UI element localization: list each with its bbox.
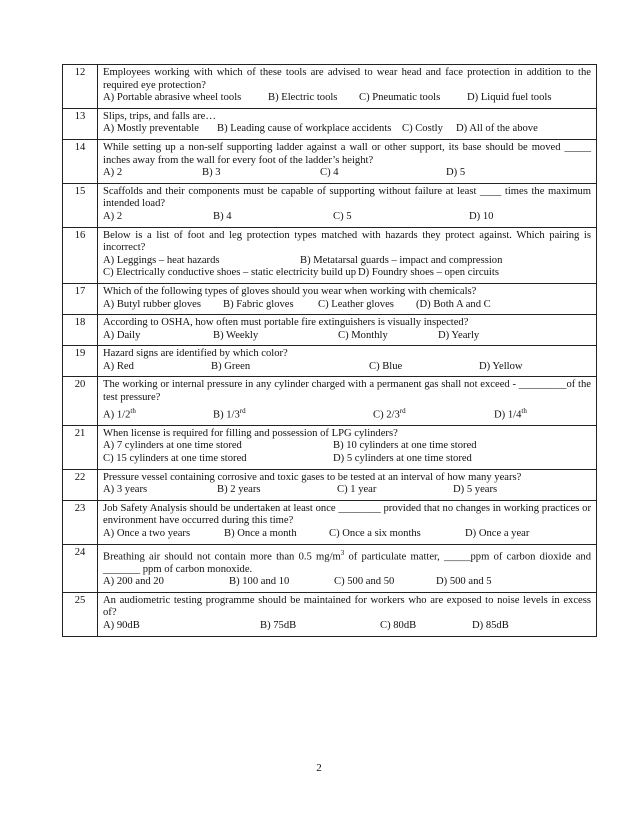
option: B) 10 cylinders at one time stored — [333, 440, 477, 452]
question-number: 24 — [63, 544, 98, 592]
question-number: 23 — [63, 500, 98, 544]
option: C) Leather gloves — [318, 298, 394, 310]
question-stem: Employees working with which of these tools are advised to wear head and face protection in addition to the required eye protection? — [103, 67, 591, 91]
option: C) Once a six months — [329, 527, 421, 539]
question-row — [63, 283, 597, 314]
stem-text: Breathing air should not contain more than 0.5 mg/m — [103, 551, 341, 563]
option — [494, 405, 527, 422]
option: C) 1 year — [337, 484, 377, 496]
option: A) Leggings – heat hazards — [103, 254, 220, 266]
option: B) Weekly — [213, 329, 259, 341]
question-number: 17 — [63, 283, 98, 314]
question-row — [63, 500, 597, 544]
stem-text: of particulate matter, _____ppm of carbon dioxide and _______ ppm of carbon monoxide. — [103, 551, 591, 575]
question-number: 14 — [63, 139, 98, 183]
option: B) Green — [211, 360, 251, 372]
question-body — [98, 592, 597, 636]
options-row — [103, 123, 591, 136]
question-row — [63, 346, 597, 377]
option: D) 10 — [469, 210, 494, 222]
options-row — [103, 211, 591, 224]
question-number: 19 — [63, 346, 98, 377]
page-number: 2 — [316, 762, 322, 774]
question-body — [98, 283, 597, 314]
question-number: 22 — [63, 469, 98, 500]
options-row — [103, 255, 591, 268]
question-stem: An audiometric testing programme should be maintained for workers who are exposed to noise levels in excess of? — [103, 594, 591, 619]
question-body — [98, 139, 597, 183]
option: D) Once a year — [465, 527, 530, 539]
option — [103, 405, 213, 422]
question-stem: Job Safety Analysis should be undertaken at least once ________ provided that no changes in working practices or environment have occurred during this time? — [103, 502, 591, 527]
option-text: B) 1/3 — [213, 409, 240, 421]
option: A) 7 cylinders at one time stored — [103, 440, 242, 452]
option: D) 5 — [446, 167, 466, 179]
option: D) 500 and 5 — [436, 576, 492, 588]
option-text: A) 1/2 — [103, 409, 131, 421]
option: A) 200 and 20 — [103, 576, 164, 588]
question-stem: Scaffolds and their components must be capable of supporting without failure at least ____ times the maximum intended load? — [103, 185, 591, 210]
options-row — [103, 267, 591, 280]
question-stem: Slips, trips, and falls are… — [103, 110, 216, 122]
question-stem: Hazard signs are identified by which color? — [103, 348, 288, 360]
option — [213, 405, 373, 422]
question-row — [63, 108, 597, 139]
options-row — [103, 405, 591, 422]
question-row — [63, 544, 597, 592]
options-row — [103, 620, 591, 633]
question-stem: When license is required for filling and possession of LPG cylinders? — [103, 427, 398, 439]
question-body — [98, 65, 597, 109]
option: D) Yearly — [438, 329, 480, 341]
question-row — [63, 227, 597, 283]
option-text: C) 2/3 — [373, 409, 400, 421]
options-row — [103, 528, 591, 541]
option: A) Once a two years — [103, 527, 191, 539]
option: D) All of the above — [456, 123, 538, 135]
option: A) Red — [103, 360, 134, 372]
option: A) Butyl rubber gloves — [103, 298, 201, 310]
options-row — [103, 440, 591, 453]
option: C) Electrically conductive shoes – static electricity build up — [103, 267, 356, 279]
option: C) Monthly — [338, 329, 388, 341]
option: D) Foundry shoes – open circuits — [358, 267, 499, 279]
option: C) Costly — [402, 123, 443, 135]
option: A) 2 — [103, 210, 123, 222]
question-stem: Below is a list of foot and leg protection types matched with hazards they protect against. Which pairing is incorrect? — [103, 229, 591, 254]
question-row — [63, 425, 597, 469]
question-number: 18 — [63, 315, 98, 346]
option — [373, 405, 494, 422]
option-superscript: th — [521, 406, 527, 415]
option: B) Electric tools — [268, 92, 338, 104]
option: (D) Both A and C — [416, 298, 491, 310]
option: D) Yellow — [479, 360, 523, 372]
options-row — [103, 330, 591, 343]
question-body — [98, 315, 597, 346]
question-body — [98, 227, 597, 283]
option: A) 90dB — [103, 620, 140, 632]
option: C) 80dB — [380, 620, 417, 632]
question-stem: According to OSHA, how often must portable fire extinguishers is visually inspected? — [103, 317, 469, 329]
option: A) 2 — [103, 167, 123, 179]
option: B) 4 — [213, 210, 232, 222]
options-row — [103, 167, 591, 180]
option: B) Fabric gloves — [223, 298, 294, 310]
stem-superscript: 3 — [340, 548, 345, 557]
question-body — [98, 425, 597, 469]
question-number: 21 — [63, 425, 98, 469]
question-row — [63, 377, 597, 425]
question-stem: The working or internal pressure in any cylinder charged with a permanent gas shall not exceed - _________of the test pressure? — [103, 379, 591, 404]
option: C) Pneumatic tools — [359, 92, 441, 104]
question-row — [63, 469, 597, 500]
option-superscript: th — [130, 406, 136, 415]
option: B) Leading cause of workplace accidents — [217, 123, 392, 135]
question-row — [63, 139, 597, 183]
option: C) 500 and 50 — [334, 576, 395, 588]
option: C) 15 cylinders at one time stored — [103, 452, 247, 464]
question-number: 13 — [63, 108, 98, 139]
question-body — [98, 500, 597, 544]
options-row — [103, 453, 591, 466]
option: C) Blue — [369, 360, 403, 372]
questions-table — [62, 64, 597, 637]
question-number: 16 — [63, 227, 98, 283]
question-row — [63, 183, 597, 227]
option: B) 2 years — [217, 484, 261, 496]
options-row — [103, 92, 591, 105]
option: D) 5 cylinders at one time stored — [333, 452, 472, 464]
question-row — [63, 592, 597, 636]
option: C) 5 — [333, 210, 352, 222]
question-body — [98, 183, 597, 227]
option: B) 75dB — [260, 620, 297, 632]
question-body — [98, 377, 597, 425]
question-number: 25 — [63, 592, 98, 636]
option: D) 85dB — [472, 620, 509, 632]
option: D) 5 years — [453, 484, 498, 496]
question-stem: While setting up a non-self supporting ladder against a wall or other support, its base should be moved _____ inches away from the wall for every foot of the ladder’s height? — [103, 141, 591, 166]
option-superscript: rd — [399, 406, 406, 415]
option: A) 3 years — [103, 484, 148, 496]
question-body — [98, 469, 597, 500]
option: B) Once a month — [224, 527, 297, 539]
question-stem: Pressure vessel containing corrosive and toxic gases to be tested at an interval of how many years? — [103, 471, 522, 483]
option-superscript: rd — [239, 406, 246, 415]
options-row — [103, 576, 591, 589]
question-body — [98, 108, 597, 139]
options-row — [103, 299, 591, 312]
options-row — [103, 484, 591, 497]
option: B) 3 — [202, 167, 221, 179]
question-row — [63, 315, 597, 346]
question-number: 12 — [63, 65, 98, 109]
option: A) Portable abrasive wheel tools — [103, 92, 242, 104]
option: C) 4 — [320, 167, 339, 179]
option: D) Liquid fuel tools — [467, 92, 552, 104]
option-text: D) 1/4 — [494, 409, 522, 421]
question-number: 20 — [63, 377, 98, 425]
option: B) 100 and 10 — [229, 576, 290, 588]
question-stem — [103, 547, 591, 577]
question-body — [98, 544, 597, 592]
question-body — [98, 346, 597, 377]
question-row — [63, 65, 597, 109]
option: B) Metatarsal guards – impact and compression — [300, 254, 503, 266]
question-number: 15 — [63, 183, 98, 227]
options-row — [103, 361, 591, 374]
option: A) Daily — [103, 329, 141, 341]
question-stem: Which of the following types of gloves should you wear when working with chemicals? — [103, 285, 477, 297]
option: A) Mostly preventable — [103, 123, 199, 135]
